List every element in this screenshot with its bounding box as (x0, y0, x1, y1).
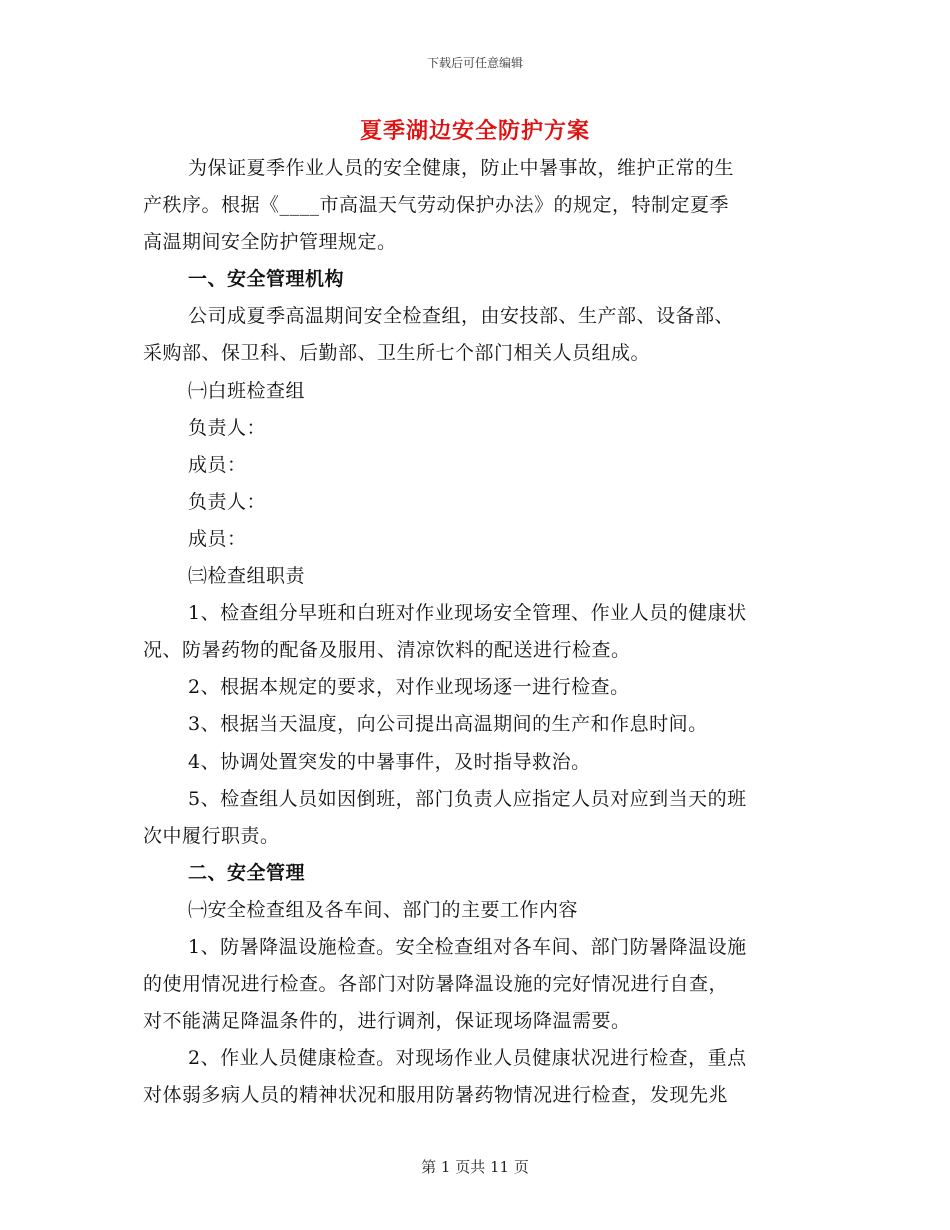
section-heading: 一、安全管理机构 (188, 268, 345, 291)
paragraph-line: 公司成夏季高温期间安全检查组，由安技部、生产部、设备部、 (188, 305, 735, 328)
paragraph-line: 对不能满足降温条件的，进行调剂，保证现场降温需要。 (143, 1010, 631, 1033)
paragraph-line: 况、防暑药物的配备及服用、清凉饮料的配送进行检查。 (143, 639, 631, 662)
document-body (143, 150, 808, 1114)
paragraph-line: 高温期间安全防护管理规定。 (143, 231, 397, 254)
paragraph-line: 1、防暑降温设施检查。安全检查组对各车间、部门防暑降温设施 (188, 935, 747, 958)
paragraph-line: 次中履行职责。 (143, 824, 280, 847)
paragraph-line: 3、根据当天温度，向公司提出高温期间的生产和作息时间。 (188, 713, 708, 736)
paragraph-line: 负责人： (188, 416, 267, 439)
paragraph-line: ㈢检查组职责 (188, 565, 306, 588)
paragraph-line: ㈠安全检查组及各车间、部门的主要工作内容 (188, 898, 579, 921)
paragraph-line: 为保证夏季作业人员的安全健康，防止中暑事故，维护正常的生 (188, 157, 735, 179)
paragraph-line: 采购部、保卫科、后勤部、卫生所七个部门相关人员组成。 (143, 342, 651, 365)
paragraph-line: 成员： (188, 453, 247, 476)
page-header: 下载后可任意编辑 (426, 56, 523, 70)
paragraph-line: 对体弱多病人员的精神状况和服用防暑药物情况进行检查，发现先兆 (143, 1084, 729, 1107)
paragraph-line: 的使用情况进行检查。各部门对防暑降温设施的完好情况进行自查， (143, 973, 729, 996)
paragraph-line: 2、根据本规定的要求，对作业现场逐一进行检查。 (188, 676, 630, 699)
page-footer: 第 1 页共 11 页 (421, 1158, 529, 1176)
paragraph-line: 负责人： (188, 490, 267, 513)
paragraph-line: 2、作业人员健康检查。对现场作业人员健康状况进行检查，重点 (188, 1047, 747, 1070)
paragraph-line: 1、检查组分早班和白班对作业现场安全管理、作业人员的健康状 (188, 602, 747, 625)
paragraph-line: 5、检查组人员如因倒班，部门负责人应指定人员对应到当天的班 (188, 787, 747, 810)
paragraph-line: 产秩序。根据《____市高温天气劳动保护办法》的规定，特制定夏季 (143, 194, 730, 217)
paragraph-line: ㈠白班检查组 (188, 379, 306, 402)
document-title: 夏季湖边安全防护方案 (359, 118, 590, 144)
paragraph-line: 成员： (188, 527, 247, 550)
paragraph-line: 4、协调处置突发的中暑事件，及时指导救治。 (188, 750, 591, 773)
section-heading: 二、安全管理 (188, 861, 306, 884)
